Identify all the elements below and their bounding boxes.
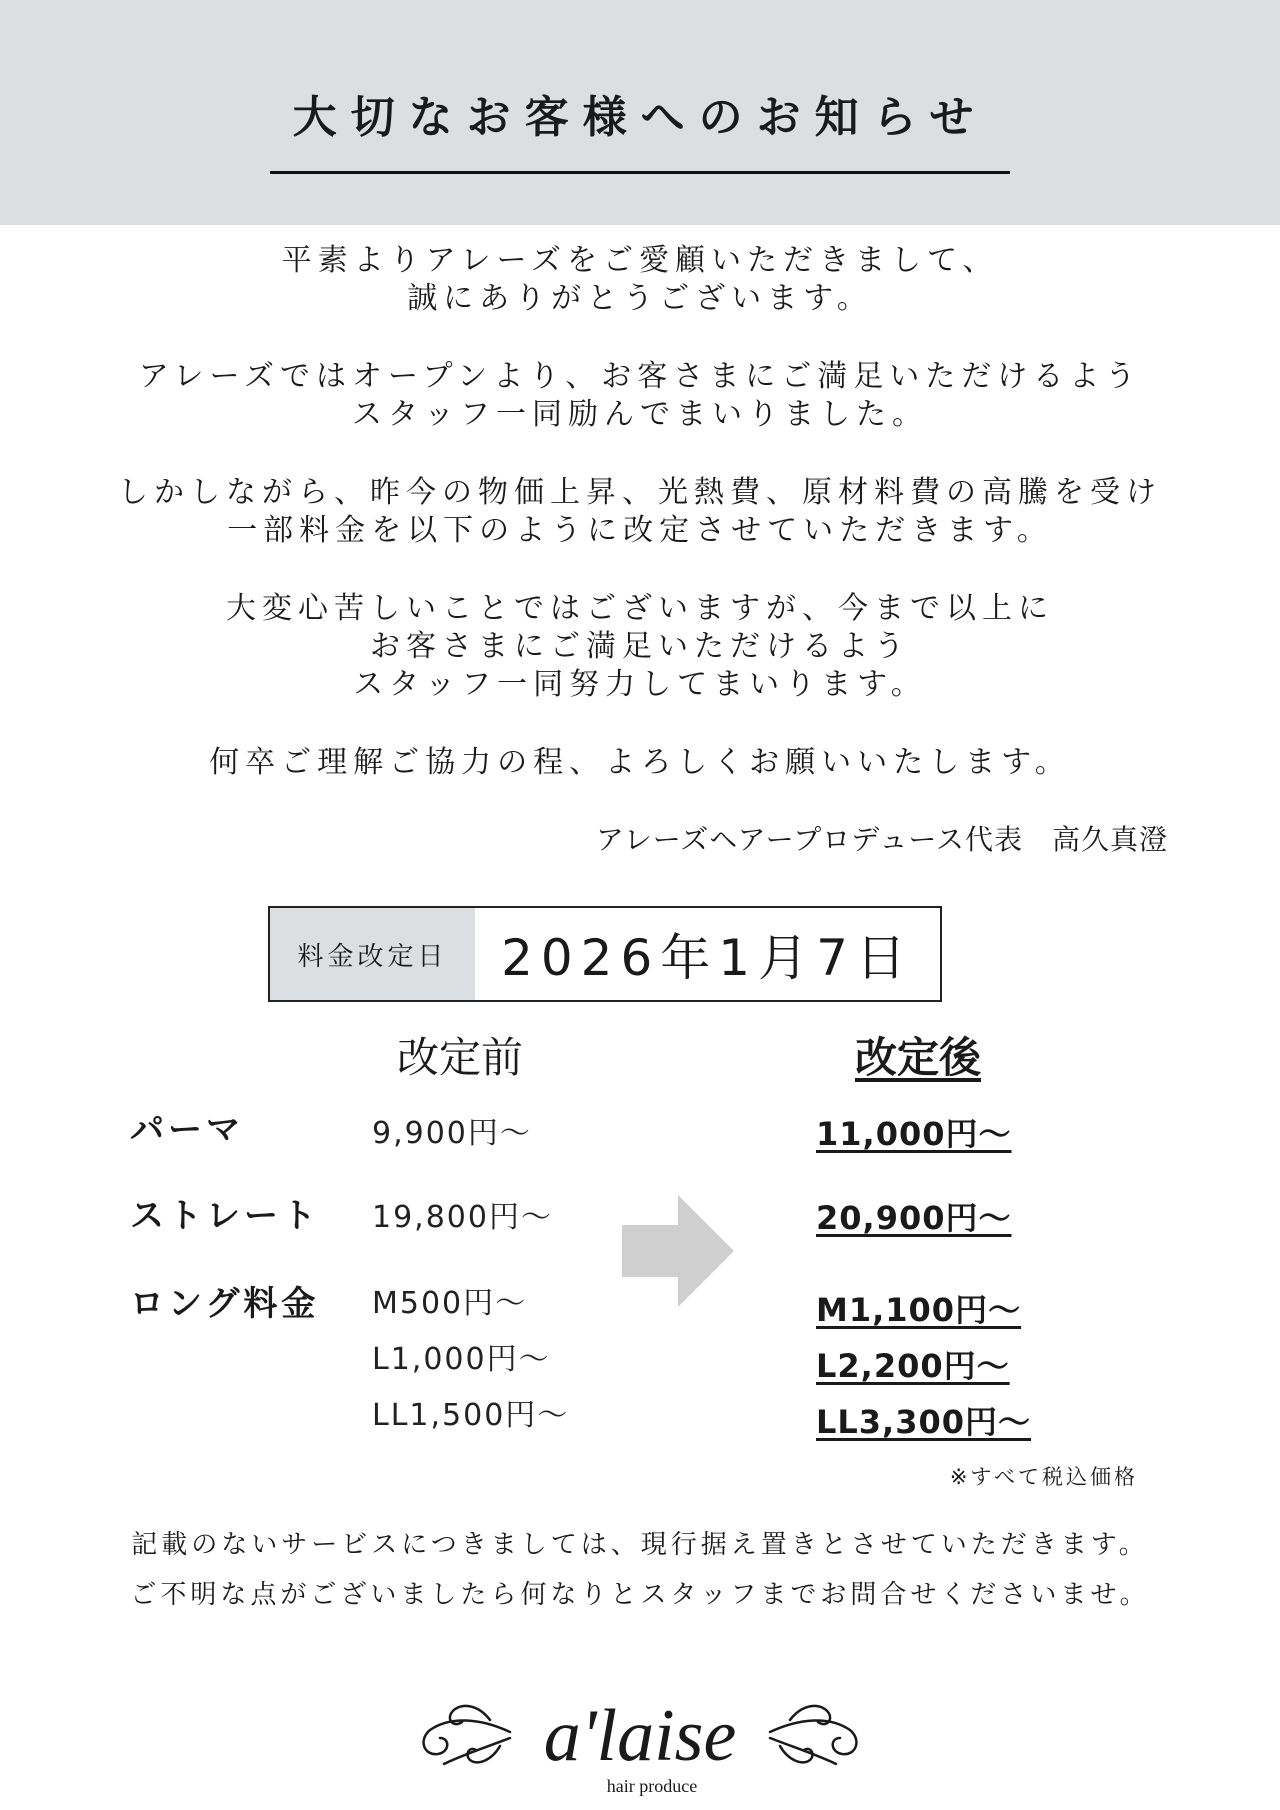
text-line: 一部料金を以下のように改定させていただきます。 — [227, 513, 1053, 548]
footer-line: 記載のないサービスにつきましては、現行据え置きとさせていただきます。 — [131, 1530, 1149, 1560]
text-line: スタッフ一同励んでまいりました。 — [352, 397, 928, 432]
title-divider — [270, 171, 1010, 174]
new-price: 11,000円〜 — [816, 1115, 1012, 1153]
page-title: 大切なお客様へのお知らせ — [292, 92, 988, 143]
text-line: スタッフ一同努力してまいります。 — [353, 667, 927, 702]
after-column-header: 改定後 — [854, 1033, 981, 1082]
alaise-logo — [400, 1660, 880, 1800]
revision-date-label: 料金改定日 — [270, 908, 475, 1000]
old-price: LL1,500円〜 — [372, 1398, 570, 1433]
paragraph-apology — [40, 590, 1240, 704]
paragraph-reason — [40, 474, 1240, 550]
announcement-body — [40, 242, 1240, 822]
logo-wordmark: a'laise — [543, 1695, 737, 1777]
text-line: 何卒ご理解ご協力の程、よろしくお願いいたします。 — [209, 745, 1071, 780]
before-column-header: 改定前 — [396, 1033, 523, 1082]
new-price: 20,900円〜 — [816, 1199, 1012, 1237]
text-line: 誠にありがとうございます。 — [407, 281, 873, 316]
text-line: アレーズではオープンより、お客さまにご満足いただけるよう — [138, 359, 1142, 394]
tax-note: ※すべて税込価格 — [949, 1465, 1138, 1489]
price-row-label-long: ロング料金 — [130, 1284, 320, 1324]
paragraph-greeting — [40, 242, 1240, 318]
footer-notice — [0, 1520, 1280, 1620]
arrow-right-icon — [622, 1195, 734, 1307]
old-price: M500円〜 — [372, 1286, 528, 1321]
new-price: M1,100円〜 — [816, 1291, 1022, 1329]
old-price: L1,000円〜 — [372, 1342, 551, 1377]
new-price: LL3,300円〜 — [816, 1403, 1032, 1441]
paragraph-history — [40, 358, 1240, 434]
text-line: 平素よりアレーズをご愛顧いただきまして、 — [281, 243, 999, 278]
price-row-label-straight: ストレート — [130, 1196, 320, 1236]
old-price: 9,900円〜 — [372, 1116, 532, 1151]
new-price: L2,200円〜 — [816, 1347, 1010, 1385]
price-row-label-perm: パーマ — [130, 1110, 244, 1150]
footer-line: ご不明な点がございましたら何なりとスタッフまでお問合せくださいませ。 — [130, 1580, 1150, 1610]
old-price: 19,800円〜 — [372, 1200, 553, 1235]
text-line: しかしながら、昨今の物価上昇、光熱費、原材料費の高騰を受け — [118, 475, 1162, 510]
text-line: 大変心苦しいことではございますが、今まで以上に — [226, 591, 1054, 626]
revision-date-value: 2026年1月7日 — [501, 929, 914, 987]
paragraph-request — [40, 744, 1240, 782]
text-line: お客さまにご満足いただけるよう — [370, 629, 910, 664]
logo-tagline: hair produce — [606, 1776, 698, 1796]
revision-date-box — [268, 906, 942, 1002]
signature: アレーズヘアープロデュース代表 高久真澄 — [595, 823, 1168, 856]
